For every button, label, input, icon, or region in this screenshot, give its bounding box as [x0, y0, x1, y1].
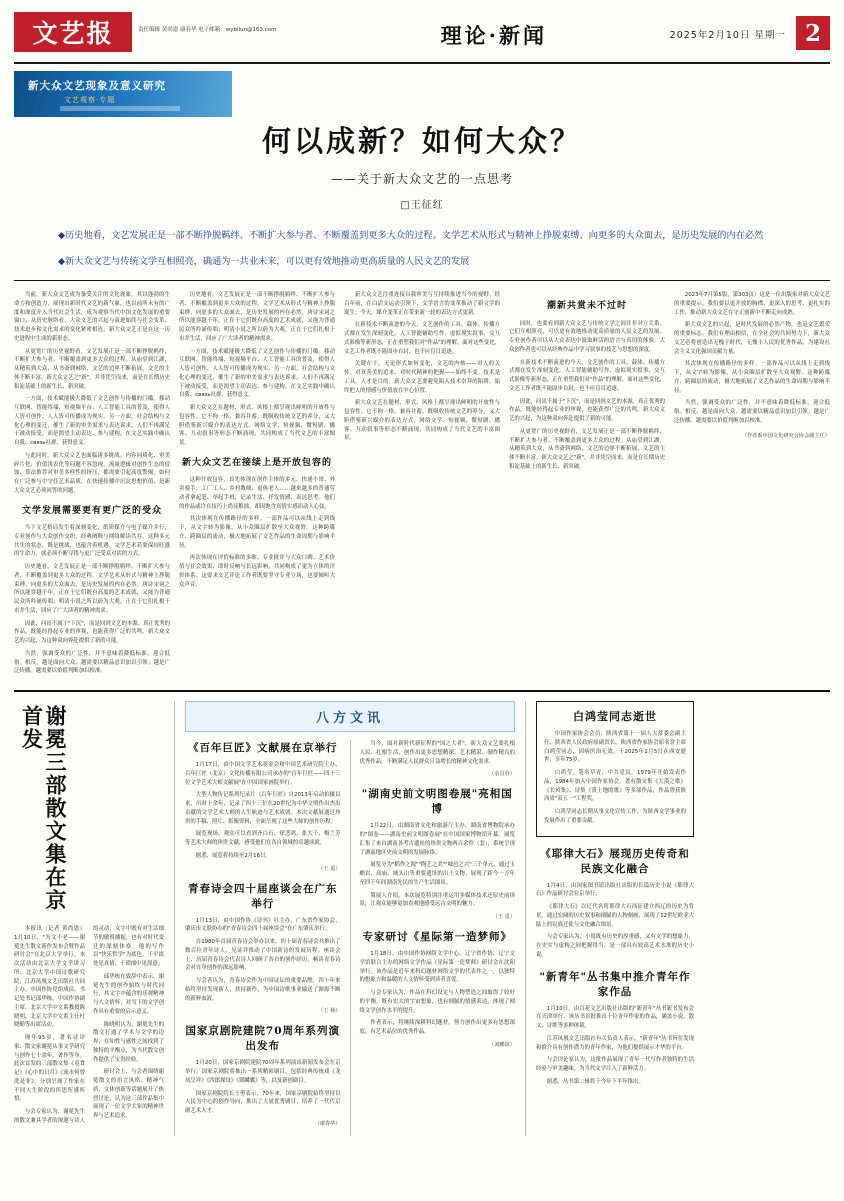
paragraph: 再次体现在评价标准的多维。专业批评与大众口碑、艺术价值与社会效果、即时反响与长远影响，共同构成了更为立体的评价体系。这要求文艺评论工作者既要坚守专业立场，也要倾听大众声音。 [179, 555, 335, 588]
paragraph: 与此同时，新大众文艺也面临诸多挑战。内容同质化、审美碎片化、价值浅表化等问题不容忽视。流量逻辑对创作生态的侵蚀、算法推荐对审美多样性的挤压，都需要引起高度警惕。如何在广泛参与中守住艺术品质，在快速传播中沉淀思想价值，是新大众文艺必须回答的问题。 [14, 452, 170, 494]
paragraph: 1月13日，由中国作协《诗刊》社主办、广东省作家协会、肇庆市文联协办的"青春诗会四十届座谈会"在广东肇庆举行。 [185, 917, 341, 933]
paragraph: 因此，问出不属于"下沉"，而是回到文艺的本源。真正优秀的作品，既能经得起专业的审视，也能获得广泛的共鸣。新大众文艺的兴起，为这种双向奔赴提供了新的可能。 [14, 620, 170, 645]
news-credit: （王 杨） [318, 1008, 341, 1015]
article-signature: （作者系中国文化研究会协会副主任） [741, 432, 830, 439]
news-item [185, 1023, 341, 1127]
paragraph: 1月17日，由中国文学艺术基金会和中国艺术研究院主办、百年巨匠（北京）文化传播有限公司承办的"百年巨匠——四十三位文学艺术大师文献展"在中国国家画院举行。 [185, 762, 341, 786]
right-column [536, 701, 694, 1136]
article-column-2 [179, 291, 335, 680]
paragraph: 《耶律大石》以辽代名将耶律大石西征建立西辽的历史为背景，通过宏阔的历史叙事和细腻的人物刻画，展现了12世纪欧亚大陆上的民族迁徙与文化融合图景。 [536, 904, 694, 928]
news-item [359, 740, 515, 777]
paragraph: 大型人物传记系列纪录片《百年巨匠》自2013年启动拍摄以来，历时十余年，记录了四十三位在20世纪为中华文明作出杰出贡献的文学艺术大师的人生轨迹与艺术成就。本次文献展通过珍贵的手稿、照片、影像资料，全面呈现了这些大师的创作历程。 [185, 792, 341, 825]
lower-section [14, 701, 830, 1136]
paragraph: 现年93岁，著名诗评家、散文家谢冕从事文学研究与创作七十余年，著作等身。此次首发的三部散文集《觅食记》《心中的日月》《流水何曾洗是非》，分别呈现了作家在不同人生阶段的所思所感所悟。 [14, 1035, 85, 1103]
paragraph: 其次体现在传播路径的多样。一部作品可以从线上走到线下，从文字转为影像，从小众圈层扩散至大众视野。这种跨媒介、跨圈层的流动，极大地拓展了文艺作品的生命周期与影响半径。 [179, 516, 335, 549]
paragraph: 邱华栋在致辞中表示，谢冕先生的创作始终与时代同行，其文字中蕴含的乐观精神与人文情怀，对当下的文学创作具有重要的启示意义。 [93, 973, 164, 1015]
section-heading: 文学发展需要更有更广泛的受众 [21, 505, 162, 516]
news-briefs-title: 八方文讯 [185, 701, 515, 732]
news-credit: （余昌谷） [489, 771, 515, 778]
lead-paragraphs [58, 227, 786, 270]
news-title: 《耶律大石》展现历史传奇和民族文化融合 [540, 847, 690, 875]
paragraph: 因此，问出不属于"下沉"，而是回到文艺的本源。真正优秀的作品，既能经得起专业的审视，也能获得广泛的共鸣。新大众文艺的兴起，为这种双向奔赴提供了新的可能。 [509, 398, 665, 423]
banner-decoration [60, 106, 180, 111]
news-credit: （王 觅） [492, 914, 515, 921]
paragraph: 自1980年首届青春诗会举办以来，四十届青春诗会共推出了数百位青年诗人，见证并推动了中国新诗的发展历程。座谈会上，历届青春诗会代表诗人回顾了各自的创作经历，畅谈青春诗会对自身创作的深远影响。 [185, 939, 341, 972]
feature-banner-title: 新大众文艺现象及意义研究 [28, 80, 166, 92]
paragraph: 新大众文艺的兴起，是时代发展的必然产物，也是文艺繁荣的重要标志。我们有理由相信，在全社会的共同努力下，新大众文艺必将创造出无愧于时代、无愧于人民的优秀作品，为建设社会主义文化强国贡献力量。 [674, 322, 830, 355]
paragraph: 与会专家认为，作品在科幻设定与人物塑造之间取得了较好的平衡，既有宏大的宇宙想象，也有细腻的情感表达，体现了网络文学创作水平的提升。 [359, 990, 515, 1014]
paragraph: 当然，强调受众的广泛性，并不意味着降低标准、迎合低俗。相反，越是面向大众，越需要以精品意识加以引领；越是广泛传播，越需要以价值判断加以校准。 [674, 400, 830, 424]
paragraph: 同时，也要看到新大众文艺与传统文学之间并非对立关系。它们互相照亮，可以更有效地推动更高质量的人民文艺的发展。专业创作者可以从大众表达中汲取鲜活的语言与真切的体验，大众创作者也可以从经典作品中学习叙事的技艺与思想的深度。 [509, 320, 665, 353]
paragraph: 这种开放包容，首先体现在创作主体的多元。快递小哥、外卖骑手、工厂工人、乡村教师、退休老人……越来越多的普通劳动者拿起笔、举起手机，记录生活、抒发情感、表达思考。他们的作品或许在技巧上尚显稚拙，却因饱含真情实感而动人心弦。 [179, 477, 335, 510]
paragraph: 其次体现在传播路径的多样。一部作品可以从线上走到线下，从文字转为影像，从小众圈层扩散至大众视野。这种跨媒介、跨圈层的流动，极大地拓展了文艺作品的生命周期与影响半径。 [674, 361, 830, 394]
paragraph: 在新技术不断演进的今天，文艺创作的工具、载体、传播方式都在发生深刻变化。人工智能辅助写作、虚拟现实叙事、交互式影像等新形态，正在重塑我们对"作品"的理解。面对这些变化，文艺工作者既不能固步自封，也不应盲目追逐。 [509, 359, 665, 392]
feature-left [14, 701, 164, 1136]
news-briefs [185, 701, 515, 1136]
section-heading: 新大众文艺在接续上是开放包容的 [181, 457, 332, 468]
feature-left-body [14, 925, 164, 1126]
paragraph: 新大众文艺在题材、形式、风格上都呈现出鲜明的开放性与包容性。它不拘一格，兼容并蓄，既吸收传统文艺的养分，又大胆借鉴新兴媒介的表达方式。网络文学、短视频、微短剧、播客、互动叙事等形态不断涌现，共同构成了当代文艺的丰富图景。 [344, 400, 500, 442]
paragraph: 当下文艺格局发生着深刻变化，纸质媒介与电子媒介并行，专业创作与大众创作交织，经典阐释与网络解读共存。这种多元共生的状态，既是挑战，也蕴含着机遇。文学艺术若要保持旺盛的生命力，就必须不断寻找与更广泛受众对话的方式。 [14, 525, 170, 558]
article-column-5 [674, 291, 830, 680]
news-credit: （刘鹏波） [489, 1041, 515, 1048]
paragraph: 在新技术不断演进的今天，文艺创作的工具、载体、传播方式都在发生深刻变化。人工智能辅助写作、虚拟现实叙事、交互式影像等新形态，正在重塑我们对"作品"的理解。面对这些变化，文艺工作者既不能固步自封，也不应盲目追逐。 [344, 322, 500, 355]
paragraph: 1月18日，由中国作协网络文学中心、辽宁省作协、辽宁文学馆联合主办的网络文学作品《星际第一造梦师》研讨会在沈阳举行。该作品是近年来科幻题材网络文学的代表作之一，以独特的想象力和温暖的人文情怀受到读者喜爱。 [359, 951, 515, 984]
lead-item: ◆历史地看，文艺发展正是一部不断挣脱羁绊、不断扩大参与者、不断覆盖到更多大众的过程。文学艺术从形式与精神上挣脱束缚、向更多的大众面去，是历史发展的内在必然 [58, 230, 764, 241]
paragraph: 中国作家协会会员、陕西省第十一届人大常委会副主任、陕西省人民政府原副省长、陕西省作家协会原名誉主席白鸿莹同志，因病医治无效，于2025年1月5日在西安逝世，享年75岁。 [544, 731, 686, 764]
paragraph: 一方面，技术赋能极大降低了文艺创作与传播的门槛。移动互联网、智能终端、短视频平台、人工智能工具的普及，使得人人皆可创作、人人皆可传播成为现实。另一方面，社会结构与文化心理的变迁，催生了新的审美需求与表达诉求。人们不再满足于被动接受，而是渴望主动表达、参与建构，在文艺实践中确认自我、связь社群、获得意义。 [179, 348, 335, 399]
news-item [359, 929, 515, 1048]
news-title: "湖南史前文明图卷展"亮相国博 [361, 788, 513, 816]
column-divider [525, 701, 526, 1136]
article-column-3 [344, 291, 500, 680]
paragraph: 据悉，丛书第二辑将于今年下半年推出。 [546, 1078, 644, 1085]
news-title: 青春诗会四十届座谈会在广东举行 [188, 882, 338, 910]
article-column-1 [14, 291, 170, 680]
news-item [536, 846, 694, 960]
paragraph: 历史地看，文艺发展正是一部不断挣脱羁绊、不断扩大参与者、不断覆盖到更多大众的过程。文学艺术从形式与精神上挣脱束缚、向更多的大众面去，是历史发展的内在必然。唐诗宋词之所以能穿越千年，正在于它们既有高度的艺术成就，又能为普通民众所吟诵传唱；明清小说之所以蔚为大观，正在于它们扎根于市井生活，回应了广大读者的精神需求。 [179, 292, 335, 342]
paragraph: 2023年7月第5版，第303页）这是一位出版家对新大众文艺的重要提示。我们要以更开放的胸襟、更深入的思考、更扎实的工作，推动新大众文艺在守正创新中不断走向成熟。 [674, 292, 830, 316]
news-credit: （王 觅） [318, 865, 341, 872]
vertical-headline: 谢冕三部散文集在京首发 [19, 705, 69, 913]
news-credit: （康春华） [314, 1120, 341, 1127]
paragraph: 国家京剧院院长王勇表示，70年来，国家京剧院始终坚持以人民为中心的创作导向，推出了大量优秀剧目，培养了一代代京剧艺术人才。 [185, 1090, 341, 1115]
paragraph: 本报讯（记者 黄尚恩） 1月10日，"为文不老——谢冕先生散文新作发布会暨作品研讨会"在北京大学举行。本次活动由北京大学文学讲习所、北京大学中国诗歌研究院、江苏凤凰文艺出版社共同主办。中国作协党组成员、书记处书记邱华栋，中国作协副主席、北京大学中文系教授陈晓明，北京大学中文系主任杜晓勤等出席活动。 [14, 926, 85, 1029]
news-title: 《百年巨匠》文献展在京举行 [188, 742, 338, 755]
paragraph: 当今，面对新时代新征程的"国之大者"，新大众文艺要扎根人民、扎根生活，创作出更多思想精深、艺术精湛、制作精良的优秀作品，不断满足人民群众日益增长的精神文化需求。 [359, 741, 515, 765]
page-number: 2 [796, 16, 830, 50]
section-title: 理论·新闻 [440, 23, 547, 48]
paragraph: 当然，强调受众的广泛性，并不意味着降低标准、迎合低俗。相反，越是面向大众，越需要以精品意识加以引领；越是广泛传播，越需要以价值判断加以校准。 [14, 650, 170, 675]
editor-credits: 责任编辑 黄尚恩 康春华 电子邮箱：wybllun@163.com [138, 27, 277, 33]
paragraph: 1月22日，由湖南省文化和旅游厅主办、湖南省博物院承办的"图卷——湖南史前文明图卷展"在中国国家博物馆开幕。展览汇集了来自湖南各考古遗址的珍贵文物两百余件（套），系统呈现了湖南地区史前文明的发展脉络。 [359, 823, 515, 856]
article-column-4 [509, 291, 665, 680]
news-item [359, 786, 515, 920]
paragraph: 当前，新大众文艺成为备受关注的文化现象。其以蓬勃的生命力和创造力，展现出新时代文艺的新气象，也以前所未有的广度和深度介入当代社会生活，成为观察当代中国文化发展的重要窗口。从历史脉络看，大众文艺的兴起与演进始终与社会变革、技术进步和文化需求的变化紧密相连，新大众文艺正是在这一历史进程中生成的新形态。 [14, 292, 170, 342]
feature-banner [14, 71, 232, 117]
paragraph: 与会专家认为，谢冕先生的散文兼具学者的深邃与诗人的灵动，文字中既有对生活细节的敏锐捕捉，也有对时代变迁的深刻体察。他的写作以"快乐哲学"为底色，于平淡处见真情，于琐细中见深意。 [14, 926, 164, 1124]
news-title: "新青年"丛书集中推介青年作家作品 [539, 970, 691, 998]
column-divider [174, 701, 175, 1136]
paragraph: 从更宽广的历史视野看，文艺发展正是一部不断挣脱羁绊、不断扩大参与者、不断覆盖到更多大众的过程。从庙堂到江湖，从精英到大众，从书斋到网络，文艺的边界不断拓展，文艺的主体不断丰富。新大众文艺之"新"，并非凭空而来，而是在长期历史积淀基础上的新生长、新突破。 [509, 428, 665, 470]
masthead [14, 12, 830, 64]
news-title: 专家研讨《星际第一造梦师》 [362, 931, 512, 944]
divider [14, 690, 830, 692]
section-heading: 潮新共赏未不过时 [546, 301, 627, 312]
paragraph: 新大众文艺注重连接自我审美与互持续推进当今的视野。经百年前，在白话文运动引领下，文学语言的变革推动了新文学的诞生；今天，媒介变革正在带来新一轮的表达方式更新。 [344, 292, 500, 316]
paragraph: 与会评论家认为，这批作品展现了青年一代写作者独特的生活经验与审美趣味，为当代文学注入了新鲜活力。 [536, 1057, 694, 1073]
paragraph: 据悉，展览将持续至2月16日。 [195, 852, 271, 859]
feature-banner-subtitle: 文艺观察·专题 [64, 96, 116, 104]
article-byline: □王征红 [400, 200, 444, 211]
paragraph: 陈晓明认为，谢冕先生的散文打通了学术与文学的边界，在知性与感性之间找到了独特的平衡点，为当代散文创作提供了宝贵经验。 [93, 1021, 164, 1063]
news-item [185, 881, 341, 1015]
paragraph: 江苏凤凰文艺出版社有关负责人表示，"新青年"丛书旨在发现和推介具有创作潜力的青年作家，为他们提供展示才华的平台。 [536, 1035, 694, 1051]
paragraph: 作者表示，将继续深耕科幻题材，努力创作出更多有思想深度、有艺术品位的优秀作品。 [359, 1020, 515, 1036]
news-title: 国家京剧院建院70周年系列演出发布 [185, 1025, 341, 1053]
article-body [14, 291, 830, 680]
article-headline: 何以成新？如何大众？ [261, 124, 582, 158]
paragraph: 与会者认为，青春诗会作为中国诗坛的重要品牌，四十年来始终坚持发现新人、扶持新作，为中国诗歌事业输送了源源不断的新鲜血液。 [185, 978, 341, 1002]
paragraph: 策展人介绍，本次展览特别注重运用多媒体技术还原史前场景，让观众能够更加直观地感受远古文明的魅力。 [359, 892, 515, 908]
paragraph: 白鸿莹同志长期从事文化宣传工作，为陕西文学事业的发展作出了重要贡献。 [544, 809, 686, 824]
paragraph: 历史地看，文艺发展正是一部不断挣脱羁绊、不断扩大参与者、不断覆盖到更多大众的过程。文学艺术从形式与精神上挣脱束缚、向更多的大众面去，是历史发展的内在必然。唐诗宋词之所以能穿越千年，正在于它们既有高度的艺术成就，又能为普通民众所吟诵传唱；明清小说之所以蔚为大观，正在于它们扎根于市井生活，回应了广大读者的精神需求。 [14, 564, 170, 614]
paragraph: 白鸿莹，笔名草青，中共党员，1979年开始发表作品，1984年加入中国作家协会。著有散文集《大漠之歌》《长风集》、诗集《黄土地的歌》等多部作品，作品曾获陕西省"双五一"工程奖。 [544, 770, 686, 803]
lead-item: ◆新大众文艺与传统文学互相照亮，确通为一共业未来，可以更有效地推动更高质量的人民文艺的发展 [58, 256, 470, 268]
article-subheadline: ——关于新大众文艺的一点思考 [330, 172, 513, 186]
paragraph: 从更宽广的历史视野看，文艺发展正是一部不断挣脱羁绊、不断扩大参与者、不断覆盖到更多大众的过程。从庙堂到江湖，从精英到大众，从书斋到网络，文艺的边界不断拓展，文艺的主体不断丰富。新大众文艺之"新"，并非凭空而来，而是在长期历史积淀基础上的新生长、新突破。 [14, 348, 170, 390]
paragraph: 关键在于，无论形式如何变化，文艺的内核——对人的关怀、对真善美的追求、对时代精神的把握——始终不变。技术是工具，人才是目的。新大众文艺要避免陷入技术崇拜的陷阱，始终把人的情感与价值放在中心位置。 [344, 361, 500, 394]
obituary-title: 白鸿莹同志逝世 [573, 710, 657, 724]
paragraph: 1月20日，国家京剧院建院70周年系列演出新闻发布会在京举行。国家京剧院将推出一系列精彩剧目，包括经典传统戏《龙凤呈祥》《四郎探母》《锁麟囊》等，以及新创剧目。 [185, 1060, 341, 1084]
publication-logo: 文艺报 [14, 12, 132, 52]
paragraph: 1月10日，由百花文艺出版社出版的"新青年"丛书新书发布会在天津举行。该丛书首批推出十位青年作家的作品，涵盖小说、散文、诗歌等多种体裁。 [536, 1005, 694, 1030]
paragraph: 1月4日，由国家图书馆出版社出版的长篇历史小说《耶律大石》作品研讨会在京举行。 [536, 882, 694, 898]
column-divider [350, 740, 351, 1136]
paragraph: 展览分为"稻作之源""陶艺之美""城邑之兴"三个单元，通过玉蟾岩、高庙、城头山等重要遗址的出土文物，展现了距今一万年至四千年间湖南先民的生产生活图景。 [359, 862, 515, 886]
news-item [536, 969, 694, 1087]
obituary-box [536, 701, 694, 837]
news-item [185, 740, 341, 872]
paragraph: 与会专家认为，小说既有历史的厚重感，又有文学的想象力，在史实与虚构之间把握得当，是一部具有较高艺术水准的历史小说。 [536, 934, 694, 958]
paragraph: 新大众文艺在题材、形式、风格上都呈现出鲜明的开放性与包容性。它不拘一格，兼容并蓄，既吸收传统文艺的养分，又大胆借鉴新兴媒介的表达方式。网络文学、短视频、微短剧、播客、互动叙事等形态不断涌现，共同构成了当代文艺的丰富图景。 [179, 405, 335, 447]
paragraph: 展览现场，观众可以看到齐白石、徐悲鸿、张大千、梅兰芳等艺术大师的珍贵文献，感受他们在各自领域的卓越成就。 [185, 831, 341, 847]
headline-block [14, 119, 830, 211]
paragraph: 研讨会上，与会者围绕谢冕散文的语言风格、精神气质、文体创新等话题展开了热烈讨论，认为这三部作品集中展现了一位文学大家的精神世界与艺术追求。 [93, 1069, 164, 1120]
issue-date: 2025年2月10日 星期一 [669, 30, 786, 41]
divider [14, 280, 830, 281]
paragraph: 一方面，技术赋能极大降低了文艺创作与传播的门槛。移动互联网、智能终端、短视频平台、人工智能工具的普及，使得人人皆可创作、人人皆可传播成为现实。另一方面，社会结构与文化心理的变迁，催生了新的审美需求与表达诉求。人们不再满足于被动接受，而是渴望主动表达、参与建构，在文艺实践中确认自我、связь社群、获得意义。 [14, 396, 170, 447]
